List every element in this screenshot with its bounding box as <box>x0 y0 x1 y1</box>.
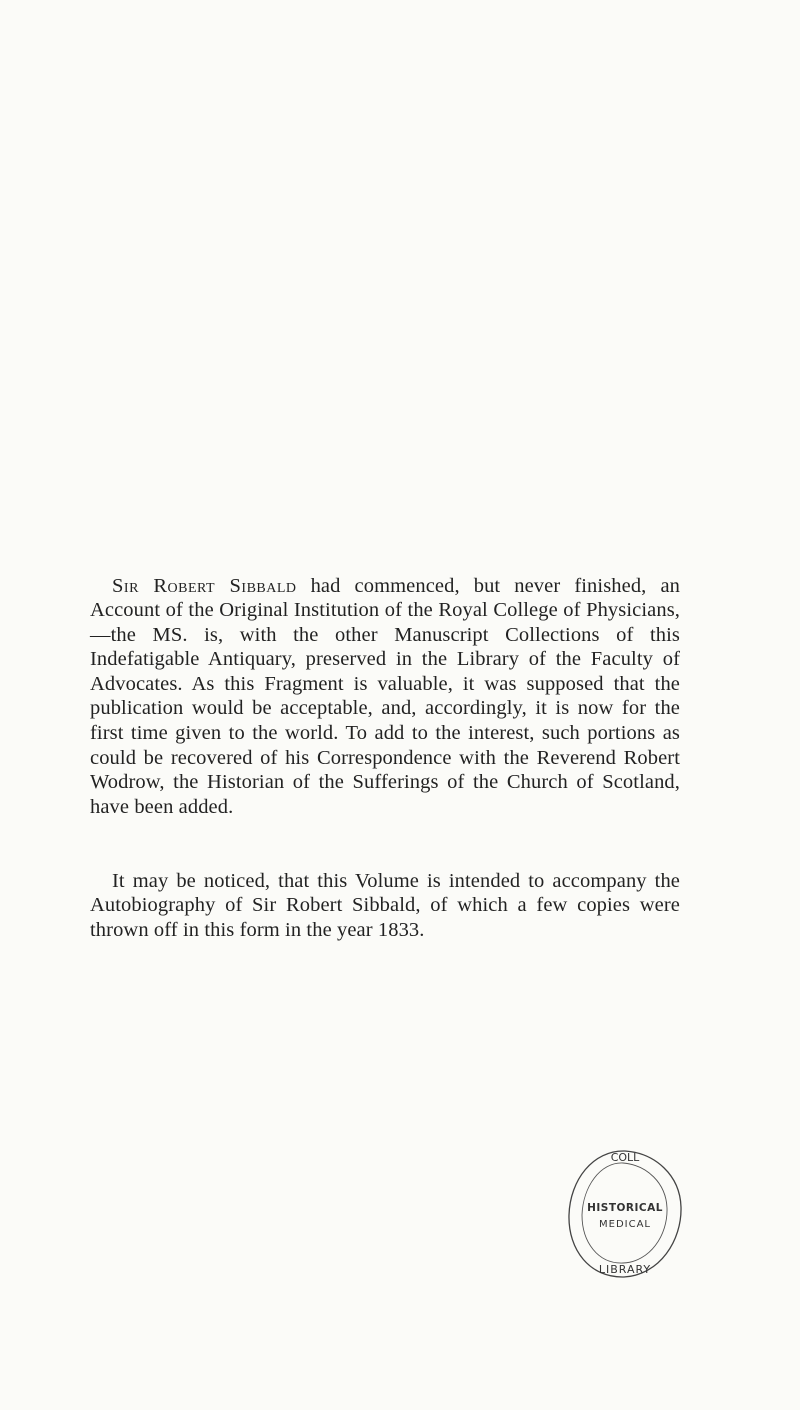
stamp-bottom-text: LIBRARY <box>598 1263 652 1276</box>
stamp-top-text: COLL <box>610 1151 640 1164</box>
paragraph-preface-body: had commenced, but never finished, an Account of the Original Institution of the Royal College of Physicians,—the MS. is, with the other Manuscript Collections of this Indefatigable Antiquary, preserved in the Library of the Faculty of Advocates. As this Fragment is valuable, it was supposed that the publication would be acceptable, and, accordingly, it is now for the first time given to the world. To add to the interest, such portions as could be recovered of his Correspondence with the Reverend Robert Wodrow, the Historian of the Sufferings of the Church of Scotland, have been added. <box>90 574 680 818</box>
stamp-line-medical: MEDICAL <box>599 1219 651 1230</box>
library-stamp <box>560 1145 690 1285</box>
author-name: Sir Robert Sibbald <box>112 574 297 597</box>
paragraph-preface <box>90 574 680 820</box>
stamp-line-historical: HISTORICAL <box>587 1202 663 1214</box>
paragraph-note <box>90 869 680 943</box>
paragraph-note-body: It may be noticed, that this Volume is intended to accompany the Autobiography of Sir Robert Sibbald, of which a few copies were thrown off in this form in the year 1833. <box>90 869 680 941</box>
